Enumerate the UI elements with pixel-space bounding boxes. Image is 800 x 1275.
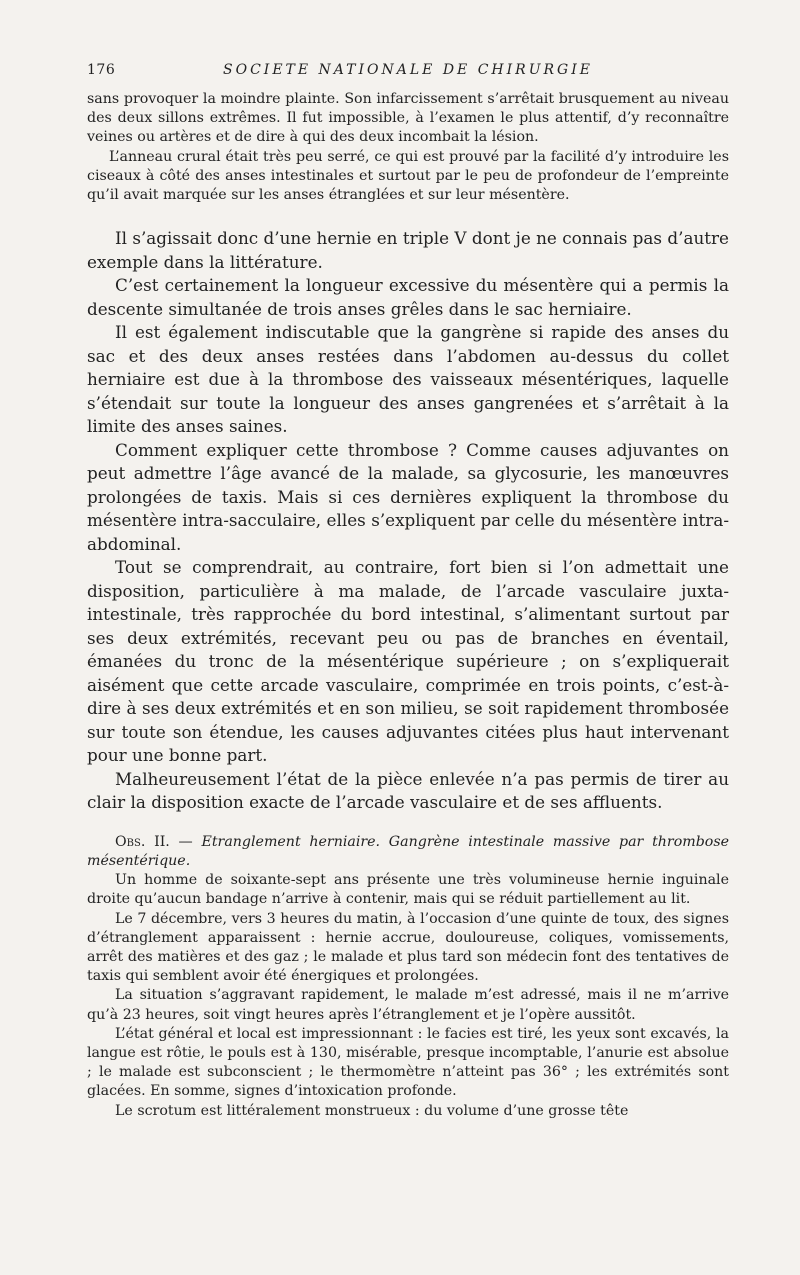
paragraph: Un homme de soixante-sept ans présente une très volumineuse hernie inguinale droite qu’aucun bandage n’arrive à contenir, mais qui se réduit partiellement au lit. <box>87 872 729 908</box>
observation-section <box>87 833 729 1121</box>
paragraph: L’anneau crural était très peu serré, ce qui est prouvé par la facilité d’y introduire les ciseaux à côté des anses intestinales et surtout par le peu de profondeur de l’empreinte qu’il avait marquée sur les anses étranglées et sur leur mésentère. <box>87 148 729 204</box>
paragraph: L’état général et local est impressionnant : le facies est tiré, les yeux sont excavés, la langue est rôtie, le pouls est à 130, misérable, presque incomptable, l’anurie est absolue ; le malade est subconscient ; le thermomètre n’atteint pas 36° ; les extrémités sont glacées. En somme, signes d’intoxication profonde. <box>87 1025 729 1100</box>
paragraph: Le scrotum est littéralement monstrueux : du volume d’une grosse tête <box>115 1102 629 1119</box>
paragraph: sans provoquer la moindre plainte. Son infarcissement s’arrêtait brusquement au niveau des deux sillons extrêmes. Il fut impossible, à l’examen le plus attentif, d’y reconnaître veines ou artères et de dire à qui des deux incombait la lésion. <box>87 91 729 146</box>
paragraph: Comment expliquer cette thrombose ? Comme causes adjuvantes on peut admettre l’âge avancé de la malade, sa glycosurie, les manœuvres prolongées de taxis. Mais si ces dernières expliquent la thrombose du mésentère intra-sacculaire, elles s’expliquent par celle du mésentère intra-abdominal. <box>87 439 729 554</box>
paragraph: C’est certainement la longueur excessive du mésentère qui a permis la descente simultanée de trois anses grêles dans le sac herniaire. <box>87 275 729 319</box>
observation-label: Obs. II. <box>115 833 170 850</box>
paragraph: Il est également indiscutable que la gangrène si rapide des anses du sac et des deux anses restées dans l’abdomen au-dessus du collet herniaire est due à la thrombose des vaisseaux mésentériques, laquelle s’étendait sur toute la longueur des anses gangrenées et s’arrêtait à la limite des anses saines. <box>87 322 729 437</box>
observation-dash: — <box>169 833 202 850</box>
discussion-block <box>87 227 729 815</box>
observation-title: Etranglement herniaire. Gangrène intestinale massive par thrombose mésentérique. <box>87 833 729 869</box>
paragraph: Malheureusement l’état de la pièce enlevée n’a pas permis de tirer au clair la disposition exacte de l’arcade vasculaire et de ses affluents. <box>87 768 729 813</box>
page-number: 176 <box>87 62 116 78</box>
continuation-block <box>87 90 729 205</box>
paragraph: Tout se comprendrait, au contraire, fort bien si l’on admettait une disposition, particulière à ma malade, de l’arcade vasculaire juxta-intestinale, très rapprochée du bord intestinal, s’alimentant surtout par ses deux extrémités, recevant peu ou pas de branches en éventail, émanées du tronc de la mésentérique supérieure ; on s’expliquerait aisément que cette arcade vasculaire, comprimée en trois points, c’est-à-dire à ses deux extrémités et en son milieu, se soit rapidement thrombosée sur toute son étendue, les causes adjuvantes citées plus haut intervenant pour une bonne part. <box>87 557 729 766</box>
paragraph: Il s’agissait donc d’une hernie en triple V dont je ne connais pas d’autre exemple dans la littérature. <box>87 228 729 272</box>
observation-heading <box>87 833 729 871</box>
page-header <box>87 60 729 90</box>
paragraph: La situation s’aggravant rapidement, le malade m’est adressé, mais il ne m’arrive qu’à 23 heures, soit vingt heures après l’étranglement et je l’opère aussitôt. <box>87 987 729 1023</box>
paragraph: Le 7 décembre, vers 3 heures du matin, à l’occasion d’une quinte de toux, des signes d’étranglement apparaissent : hernie accrue, douloureuse, coliques, vomissements, arrêt des matières et des gaz ; le malade et plus tard son médecin font des tentatives de taxis qui semblent avoir été énergiques et prolongées. <box>87 910 729 985</box>
page <box>87 60 729 1121</box>
running-head: SOCIETE NATIONALE DE CHIRURGIE <box>223 62 593 78</box>
